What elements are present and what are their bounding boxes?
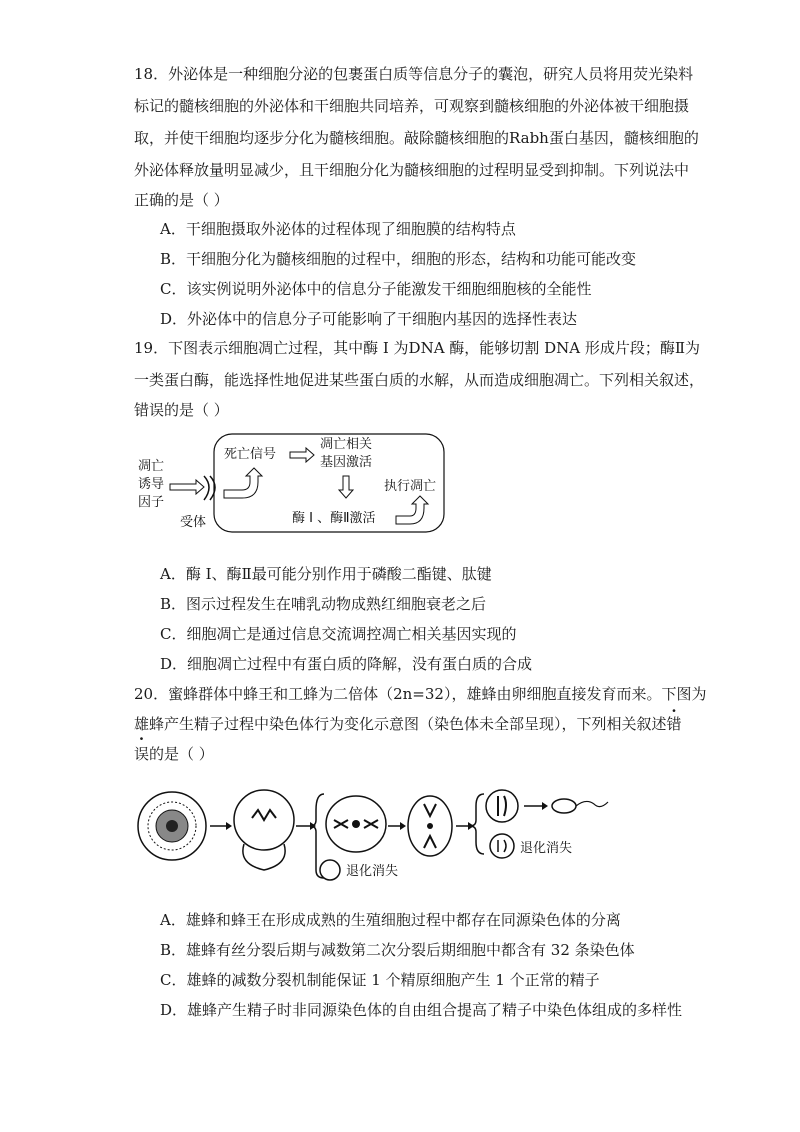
- q18-line: 取，并使干细胞均逐步分化为髓核细胞。敲除髓核细胞的Rabh蛋白基因，髓核细胞的: [134, 129, 699, 147]
- q19-option-a: A．酶 I、酶Ⅱ最可能分别作用于磷酸二酯键、肽键: [160, 565, 492, 583]
- budding-cell: [234, 790, 294, 870]
- receptor-label: 受体: [180, 515, 207, 530]
- q20-option-a: A．雄蜂和蜂王在形成成熟的生殖细胞过程中都存在同源染色体的分离: [160, 911, 621, 929]
- genes-text-2: 基因激活: [320, 455, 373, 470]
- curved-arrow-icon-2: [396, 496, 428, 524]
- q20-line: [134, 744, 214, 764]
- spermatid-cell: [486, 790, 518, 822]
- q19-option-d: D．细胞凋亡过程中有蛋白质的降解，没有蛋白质的合成: [160, 655, 533, 673]
- q18-line: 标记的髓核细胞的外泌体和干细胞共同培养，可观察到髓核细胞的外泌体被干细胞摄: [134, 97, 690, 115]
- receptor-shape: [204, 476, 209, 500]
- q19-line: 19．下图表示细胞凋亡过程，其中酶 I 为DNA 酶，能够切割 DNA 形成片段；酶Ⅱ为: [134, 339, 701, 357]
- inducer-text-1: 凋亡: [138, 459, 165, 474]
- degenerate-label-1: 退化消失: [520, 841, 573, 856]
- q18-option-b: B．干细胞分化为髓核细胞的过程中，细胞的形态，结构和功能可能改变: [160, 250, 637, 268]
- q20-option-d: D．雄蜂产生精子时非同源染色体的自由组合提高了精子中染色体组成的多样性: [160, 1001, 683, 1019]
- death-signal: 死亡信号: [224, 447, 277, 462]
- spermatogonium-cell: [138, 792, 206, 860]
- q20-option-c: C．雄蜂的减数分裂机制能保证 1 个精原细胞产生 1 个正常的精子: [160, 971, 600, 989]
- q20-line: 20．蜜蜂群体中蜂王和工蜂为二倍体（2n=32），雄蜂由卵细胞直接发育而来。下图为: [134, 685, 707, 703]
- q18-option-a: A．干细胞摄取外泌体的过程体现了细胞膜的结构特点: [160, 220, 516, 238]
- degenerate-label-2: 退化消失: [346, 864, 399, 879]
- q20-line: [134, 714, 682, 734]
- drone-meiosis-diagram: [134, 780, 614, 890]
- down-arrow-icon: [339, 476, 353, 498]
- sperm-cell: [552, 799, 608, 813]
- curved-arrow-icon: [224, 468, 262, 498]
- inducer-text-3: 因子: [138, 495, 165, 510]
- q18-option-c: C．该实例说明外泌体中的信息分子能激发干细胞细胞核的全能性: [160, 280, 592, 298]
- q18-line: 18．外泌体是一种细胞分泌的包裹蛋白质等信息分子的囊泡，研究人员将用荧光染料: [134, 65, 694, 83]
- q18-line: 正确的是（ ）: [134, 191, 229, 209]
- metaphase-cell: [326, 796, 386, 852]
- emphasis-dot-char: 错: [666, 715, 682, 733]
- q19-option-b: B．图示过程发生在哺乳动物成熟红细胞衰老之后: [160, 595, 487, 613]
- q18-line: 外泌体释放量明显减少，且干细胞分化为髓核细胞的过程明显受到抑制。下列说法中: [134, 161, 690, 179]
- inducer-text-2: 诱导: [138, 477, 165, 492]
- q20-option-b: B．雄蜂有丝分裂后期与减数第二次分裂后期细胞中都含有 32 条染色体: [160, 941, 635, 959]
- q19-option-c: C．细胞凋亡是通过信息交流调控凋亡相关基因实现的: [160, 625, 517, 643]
- emphasis-dot-char: 误: [134, 745, 150, 763]
- enzymes-activated: 酶 I 、酶Ⅱ激活: [292, 511, 376, 526]
- inducer-arrow: [170, 480, 204, 494]
- apoptosis-diagram: [134, 428, 464, 538]
- degenerate-cell-1: [490, 834, 514, 858]
- q19-line: 一类蛋白酶，能选择性地促进某些蛋白质的水解，从而造成细胞凋亡。下列相关叙述，: [134, 371, 705, 389]
- hollow-arrow-icon: [290, 448, 314, 462]
- degenerate-cell-2: [320, 860, 340, 880]
- q19-line: 错误的是（ ）: [134, 401, 229, 419]
- execute-apoptosis: 执行凋亡: [384, 479, 437, 494]
- q18-option-d: D．外泌体中的信息分子可能影响了干细胞内基因的选择性表达: [160, 310, 578, 328]
- q20-line2: 雄蜂产生精子过程中染色体行为变化示意图（染色体未全部呈现），下列相关叙述: [134, 715, 667, 733]
- genes-text-1: 凋亡相关: [320, 437, 373, 452]
- anaphase-cell: [408, 796, 452, 856]
- q20-line3: 的是（ ）: [149, 745, 214, 763]
